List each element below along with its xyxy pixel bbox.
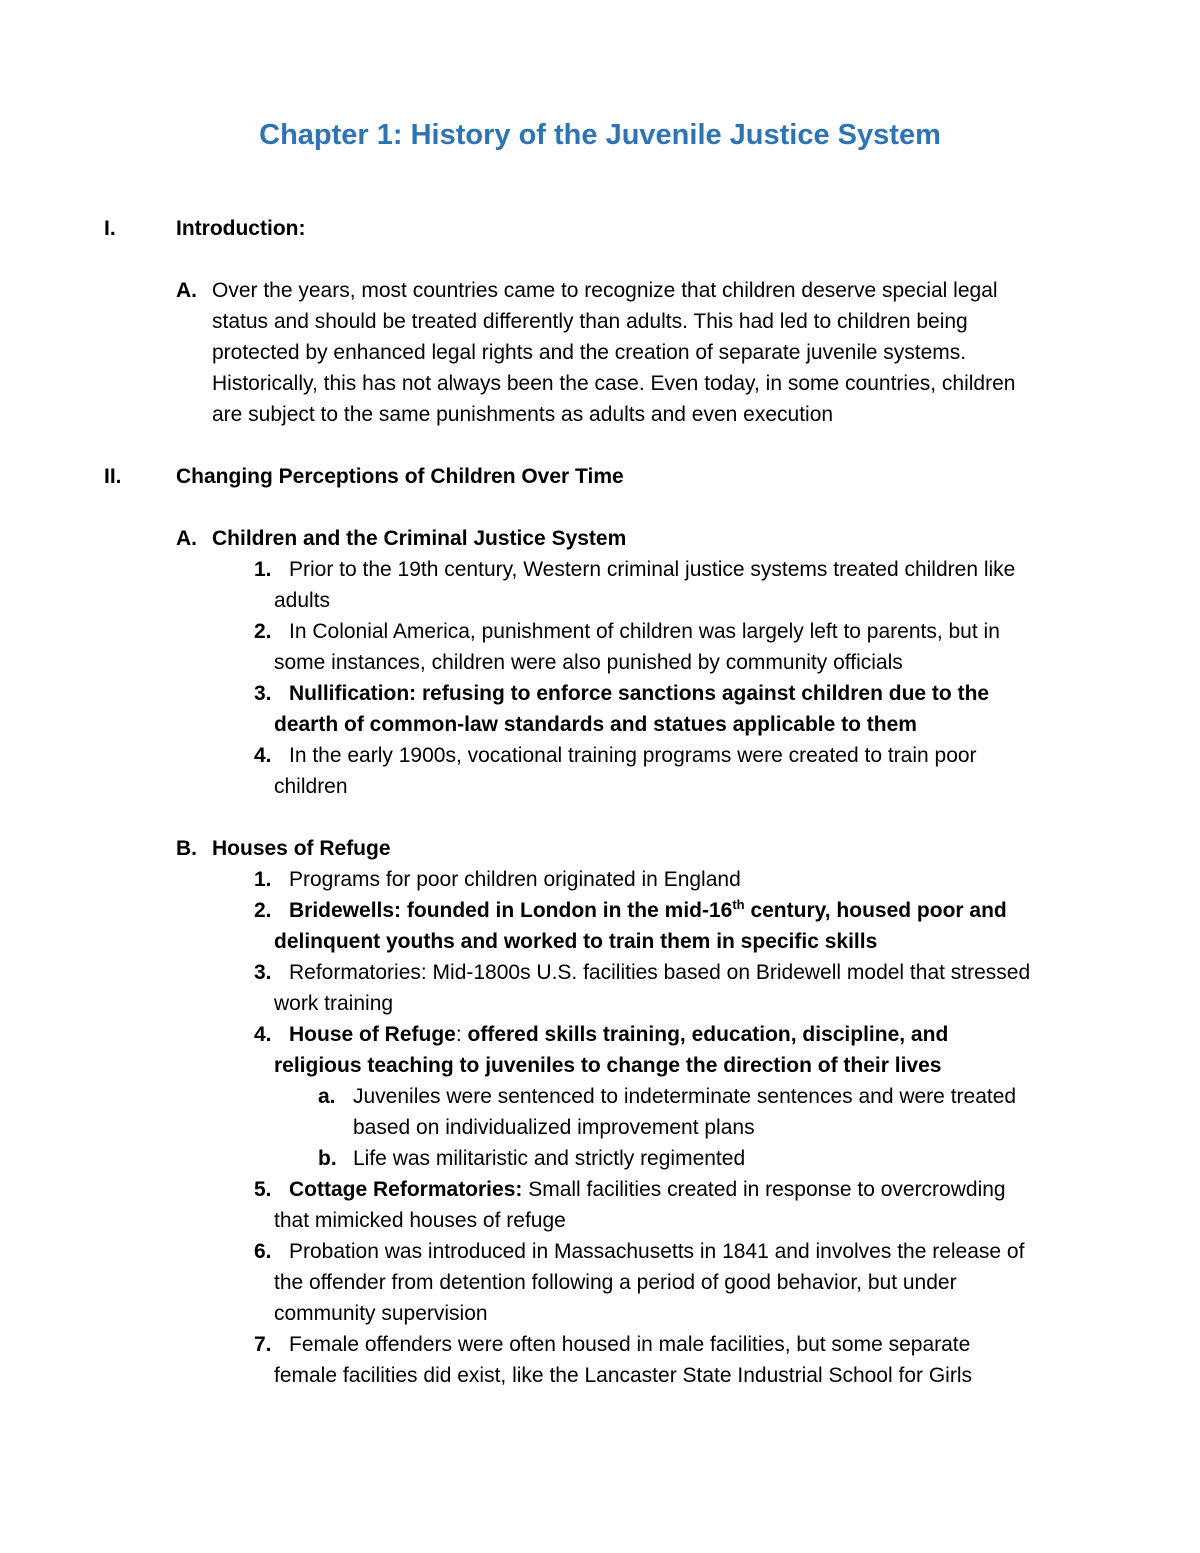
item-marker: 1. xyxy=(254,558,272,581)
term: House of Refuge xyxy=(289,1023,456,1046)
item-marker: 2. xyxy=(254,620,272,643)
section-heading: Changing Perceptions of Children Over Time xyxy=(176,465,624,488)
list-item-line xyxy=(289,895,1007,926)
item-marker: 6. xyxy=(254,1240,272,1263)
list-item-line: children xyxy=(274,775,348,798)
list-item-line: delinquent youths and worked to train them in specific skills xyxy=(274,930,878,953)
list-item-line: Nullification: refusing to enforce sanctions against children due to the xyxy=(289,682,990,705)
paragraph-line: Over the years, most countries came to recognize that children deserve special legal xyxy=(212,279,998,302)
list-item-line: female facilities did exist, like the Lancaster State Industrial School for Girls xyxy=(274,1364,972,1387)
list-item-line: Reformatories: Mid-1800s U.S. facilities based on Bridewell model that stressed xyxy=(289,961,1031,984)
list-item-text: Small facilities created in response to overcrowding xyxy=(522,1178,1006,1201)
subsection-heading: Houses of Refuge xyxy=(212,837,391,860)
list-item-line xyxy=(289,1174,1006,1205)
section-numeral: II. xyxy=(104,465,122,488)
item-marker: 2. xyxy=(254,899,272,922)
list-item-line: work training xyxy=(274,992,394,1015)
item-marker: 3. xyxy=(254,682,272,705)
item-marker: 5. xyxy=(254,1178,272,1201)
list-item-line: Programs for poor children originated in England xyxy=(289,868,741,891)
subsection-heading: Children and the Criminal Justice System xyxy=(212,527,627,550)
list-item-line: dearth of common-law standards and statues applicable to them xyxy=(274,713,917,736)
subitem-marker: b. xyxy=(318,1147,337,1170)
paragraph-line: protected by enhanced legal rights and the creation of separate juvenile systems. xyxy=(212,341,967,364)
list-item-line: In Colonial America, punishment of children was largely left to parents, but in xyxy=(289,620,1000,643)
list-item-line: community supervision xyxy=(274,1302,488,1325)
list-item-line: Prior to the 19th century, Western criminal justice systems treated children like xyxy=(289,558,1016,581)
item-marker: 1. xyxy=(254,868,272,891)
term: Cottage Reformatories: xyxy=(289,1178,523,1201)
item-marker: 7. xyxy=(254,1333,272,1356)
paragraph-line: Historically, this has not always been the case. Even today, in some countries, children xyxy=(212,372,1016,395)
paragraph-line: status and should be treated differently than adults. This had led to children being xyxy=(212,310,968,333)
section-numeral: I. xyxy=(104,217,116,240)
section-heading: Introduction: xyxy=(176,217,306,240)
list-item-line: religious teaching to juveniles to change the direction of their lives xyxy=(274,1054,942,1077)
item-marker: 3. xyxy=(254,961,272,984)
subitem-line: Life was militaristic and strictly regimented xyxy=(353,1147,746,1170)
item-marker: 4. xyxy=(254,1023,272,1046)
item-marker: 4. xyxy=(254,744,272,767)
list-item-line: that mimicked houses of refuge xyxy=(274,1209,566,1232)
list-item-text: Bridewells: founded in London in the mid-16 xyxy=(289,899,733,922)
item-marker: A. xyxy=(176,279,197,302)
subsection-marker: A. xyxy=(176,527,197,550)
superscript: th xyxy=(732,897,745,912)
term-colon: : xyxy=(455,1023,468,1046)
paragraph-line: are subject to the same punishments as adults and even execution xyxy=(212,403,834,426)
list-item-line: adults xyxy=(274,589,331,612)
list-item-line: In the early 1900s, vocational training programs were created to train poor xyxy=(289,744,977,767)
subitem-line: Juveniles were sentenced to indeterminate sentences and were treated xyxy=(353,1085,1017,1108)
list-item-line: the offender from detention following a period of good behavior, but under xyxy=(274,1271,957,1294)
list-item-text: offered skills training, education, discipline, and xyxy=(467,1023,949,1046)
list-item-line xyxy=(289,1019,948,1050)
subitem-line: based on individualized improvement plans xyxy=(353,1116,755,1139)
list-item-text: century, housed poor and xyxy=(744,899,1007,922)
subitem-marker: a. xyxy=(318,1085,336,1108)
subsection-marker: B. xyxy=(176,837,197,860)
page-title: Chapter 1: History of the Juvenile Justice System xyxy=(259,119,941,151)
list-item-line: Probation was introduced in Massachusetts in 1841 and involves the release of xyxy=(289,1240,1025,1263)
list-item-line: some instances, children were also punished by community officials xyxy=(274,651,903,674)
list-item-line: Female offenders were often housed in male facilities, but some separate xyxy=(289,1333,971,1356)
